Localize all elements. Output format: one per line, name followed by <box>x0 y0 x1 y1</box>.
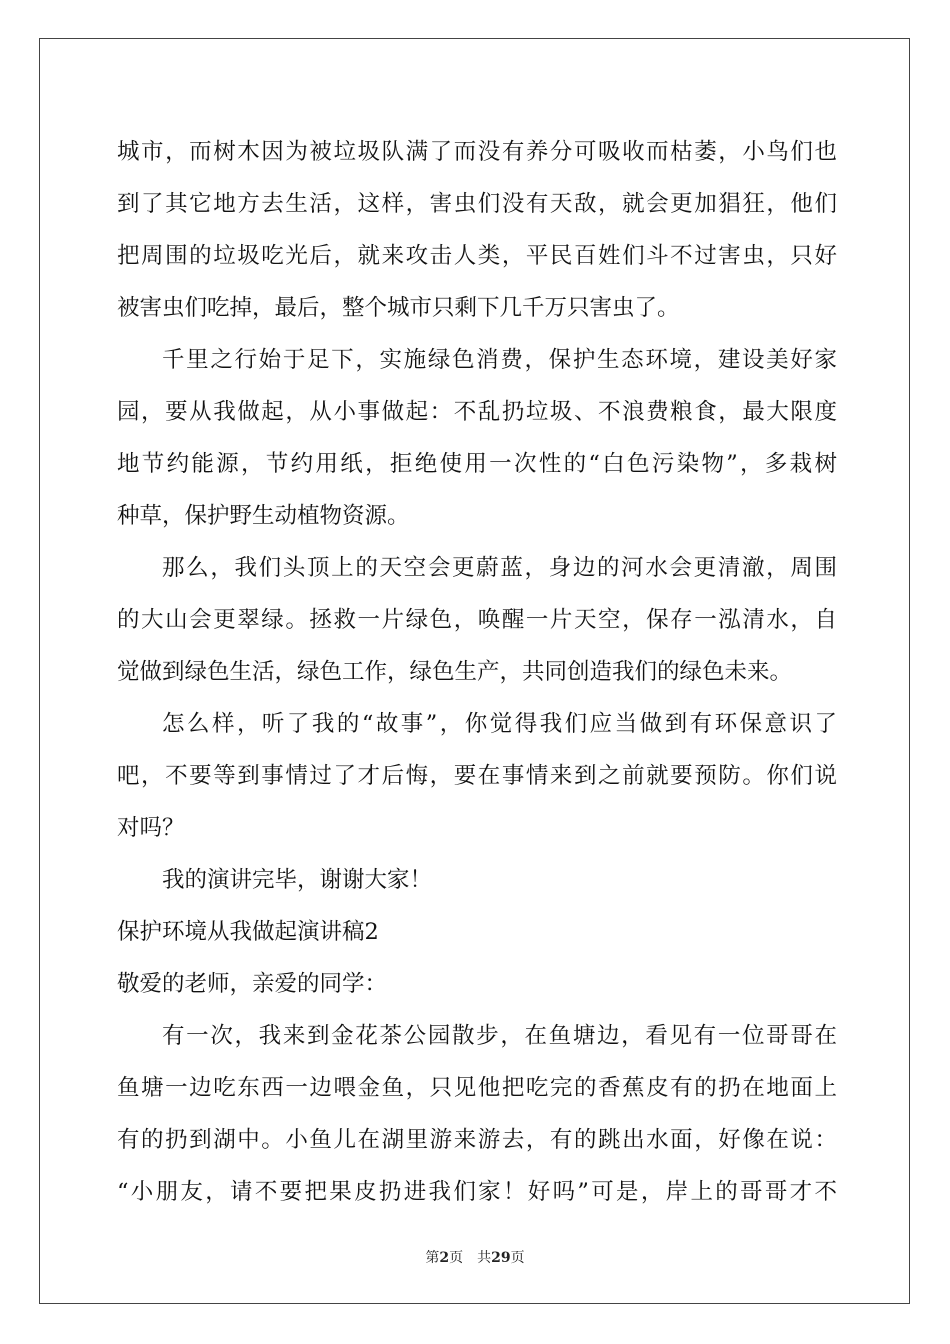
text-line: 吧，不要等到事情过了才后悔，要在事情来到之前就要预防。你们说 <box>117 763 837 789</box>
total-prefix: 共 <box>477 1250 492 1266</box>
text-line: 的大山会更翠绿。拯救一片绿色，唤醒一片天空，保存一泓清水，自 <box>117 607 837 633</box>
text-line: 对吗？ <box>117 815 185 841</box>
text-line: 城市，而树木因为被垃圾队满了而没有养分可吸收而枯萎，小鸟们也 <box>117 139 837 165</box>
text-line: 鱼塘一边吃东西一边喂金鱼，只见他把吃完的香蕉皮有的扔在地面上 <box>117 1075 837 1101</box>
text-line: 把周围的垃圾吃光后，就来攻击人类，平民百姓们斗不过害虫，只好 <box>117 243 837 269</box>
total-unit: 页 <box>510 1250 525 1266</box>
text-line: 有一次，我来到金花茶公园散步，在鱼塘边，看见有一位哥哥在 <box>162 1023 837 1049</box>
section-title: 保护环境从我做起演讲稿2 <box>117 919 379 945</box>
text-line: 有的扔到湖中。小鱼儿在湖里游来游去，有的跳出水面，好像在说： <box>117 1127 837 1153</box>
text-line: 觉做到绿色生活，绿色工作，绿色生产，共同创造我们的绿色未来。 <box>117 659 793 685</box>
text-line: 园，要从我做起，从小事做起：不乱扔垃圾、不浪费粮食，最大限度 <box>117 399 837 425</box>
page-prefix: 第 <box>425 1250 440 1266</box>
total-pages: 29 <box>491 1250 511 1266</box>
text-line: 到了其它地方去生活，这样，害虫们没有天敌，就会更加猖狂，他们 <box>117 191 837 217</box>
text-line: 被害虫们吃掉，最后，整个城市只剩下几千万只害虫了。 <box>117 295 680 321</box>
text-line: 地节约能源，节约用纸，拒绝使用一次性的“白色污染物”，多栽树 <box>117 451 837 477</box>
page-footer <box>0 1247 950 1267</box>
text-line: “小朋友，请不要把果皮扔进我们家！好吗”可是，岸上的哥哥才不 <box>117 1179 837 1205</box>
text-line: 种草，保护野生动植物资源。 <box>117 503 410 529</box>
text-line: 那么，我们头顶上的天空会更蔚蓝，身边的河水会更清澈，周围 <box>162 555 837 581</box>
text-line: 我的演讲完毕，谢谢大家！ <box>162 867 433 893</box>
document-body <box>117 126 837 1218</box>
page-number: 2 <box>439 1250 450 1266</box>
page-unit: 页 <box>449 1250 464 1266</box>
text-line: 千里之行始于足下，实施绿色消费，保护生态环境，建设美好家 <box>162 347 837 373</box>
text-line: 怎么样，听了我的“故事”，你觉得我们应当做到有环保意识了 <box>162 711 837 737</box>
salutation: 敬爱的老师，亲爱的同学： <box>117 971 388 997</box>
